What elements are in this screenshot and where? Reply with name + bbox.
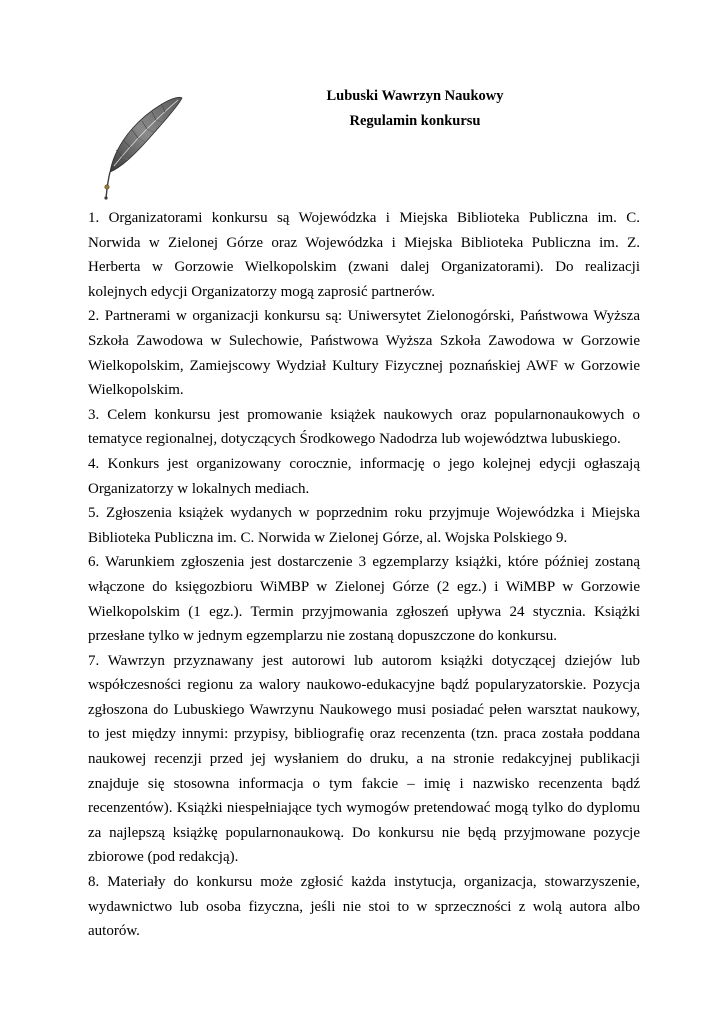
regulations-body: [88, 206, 640, 944]
document-subtitle: Regulamin konkursu: [349, 113, 481, 129]
document-header: [230, 84, 600, 134]
paragraph-2: 2. Partnerami w organizacji konkursu są: Uniwersytet Zielonogórski, Państwowa Wyższa Szkoła Zawodowa w Sulechowie, Państwowa Wyższa Szkoła Zawodowa w Gorzowie Wielkopolskim, Zamiejscowy Wydział Kultury Fizycznej poznańskiej AWF w Gorzowie Wielkopolskim.: [88, 308, 640, 399]
paragraph-5: 5. Zgłoszenia książek wydanych w poprzednim roku przyjmuje Wojewódzka i Miejska Biblioteka Publiczna im. C. Norwida w Zielonej Górze, al. Wojska Polskiego 9.: [88, 505, 640, 546]
paragraph-3: 3. Celem konkursu jest promowanie książek naukowych oraz popularnonaukowych o tematyce regionalnej, dotyczących Środkowego Nadodrza lub województwa lubuskiego.: [88, 406, 640, 448]
document-title: Lubuski Wawrzyn Naukowy: [326, 88, 504, 104]
paragraph-8: 8. Materiały do konkursu może zgłosić każda instytucja, organizacja, stowarzyszenie, wydawnictwo lub osoba fizyczna, jeśli nie stoi to w sprzeczności z wolą autora albo autorów.: [88, 874, 640, 940]
paragraph-1: 1. Organizatorami konkursu są Wojewódzka i Miejska Biblioteka Publiczna im. C. Norwida w Zielonej Górze oraz Wojewódzka i Miejska Biblioteka Publiczna im. Z. Herberta w Gorzowie Wielkopolskim (zwani dalej Organizatorami). Do realizacji kolejnych edycji Organizatorzy mogą zaprosić partnerów.: [88, 210, 640, 300]
paragraph-6: 6. Warunkiem zgłoszenia jest dostarczenie 3 egzemplarzy książki, które później zostaną włączone do księgozbioru WiMBP w Zielonej Górze (2 egz.) i WiMBP w Gorzowie Wielkopolskim (1 egz.). Termin przyjmowania zgłoszeń upływa 24 stycznia. Książki przesłane tylko w jednym egzemplarzu nie zostaną dopuszczone do konkursu.: [88, 554, 640, 645]
paragraph-7: 7. Wawrzyn przyznawany jest autorowi lub autorom książki dotyczącej dziejów lub współczesności regionu za walory naukowo-edukacyjne bądź popularyzatorskie. Pozycja zgłoszona do Lubuskiego Wawrzynu Naukowego musi posiadać pełen warsztat naukowy, to jest między innymi: przypisy, bibliografię oraz recenzenta (tzn. praca została poddana naukowej recenzji przed jej wysłaniem do druku, a na stronie redakcyjnej publikacji znajduje się stosowna informacja o tym fakcie – imię i nazwisko recenzenta bądź recenzentów). Książki niespełniające tych wymogów pretendować mogą tylko do dyplomu za najlepszą książkę popularnonaukową. Do konkursu nie będą przyjmowane pozycje zbiorowe (pod redakcją).: [88, 652, 640, 866]
paragraph-4: 4. Konkurs jest organizowany corocznie, informację o jego kolejnej edycji ogłaszają Organizatorzy w lokalnych mediach.: [88, 455, 640, 497]
laurel-leaf-icon: [92, 94, 186, 204]
